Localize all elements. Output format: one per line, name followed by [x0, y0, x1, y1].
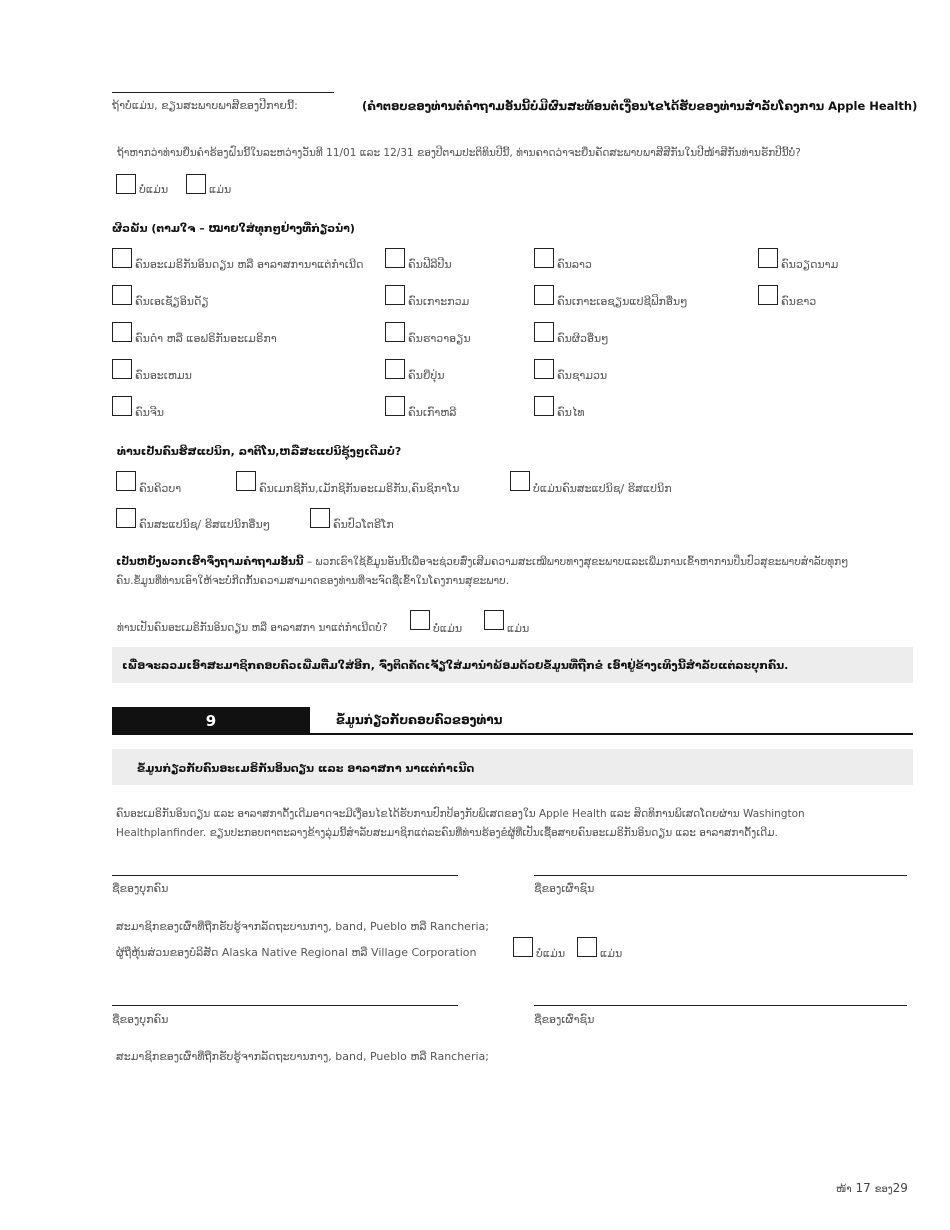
race-checkbox[interactable] [758, 248, 778, 268]
race-checkbox[interactable] [534, 396, 554, 416]
race-checkbox[interactable] [758, 285, 778, 305]
hispanic-checkbox[interactable] [116, 508, 136, 528]
person2-name-label: ຊື່ຂອງບຸກຄົນ [112, 1013, 169, 1026]
native-yes-label: ແມ່ນ [507, 622, 530, 635]
race-option-label: ຄົນລາວ [557, 258, 592, 271]
person1-member-line1: ສະມາຊິກຂອງເຜົ່າທີ່ຖືກຮັບຮູ້ຈາກລັດຖະບານກາງ, band, Pueblo ຫລື Rancheria; [116, 920, 489, 933]
race-option-label: ຄົນໄທ [557, 406, 585, 419]
hispanic-heading: ທ່ານເປັນຄົນຮິສແປນິກ, ລາຕິໂນ,ຫລືສະແປນິຊຸ້ງໆເດີມບໍ່? [117, 445, 402, 458]
person2-member-line1: ສະມາຊິກຂອງເຜົ່າທີ່ຖືກຮັບຮູ້ຈາກລັດຖະບານກາງ, band, Pueblo ຫລື Rancheria; [116, 1050, 489, 1063]
race-option-label: ຄົນເອເຊັຽອິນດັຽ [135, 295, 209, 308]
race-option-label: ຄົນຮາວາອຽນ [408, 332, 471, 345]
race-option-label: ຄົນຊາມວນ [557, 369, 608, 382]
race-option-label: ຄົນຍີ່ປຸ່ນ [408, 369, 445, 382]
race-option-label: ຄົນຟີລີປີນ [408, 258, 452, 271]
race-checkbox[interactable] [534, 248, 554, 268]
race-checkbox[interactable] [112, 322, 132, 342]
page-prefix: ໜ້າ [836, 1184, 852, 1195]
race-checkbox[interactable] [385, 285, 405, 305]
tax-yes-checkbox[interactable] [186, 174, 206, 194]
race-option-label: ຄົນອະເມຣິກັນອິນດຽນ ຫລື ອາລາສການາແຕ່ກຳເນີດ [135, 258, 364, 271]
person1-member-line2: ຜູ້ຖືຫຸ້ນສ່ວນຂອງບໍລິສັດ Alaska Native Regional ຫລື Village Corporation [116, 946, 477, 959]
last-year-tax-status-line[interactable] [112, 92, 334, 93]
person1-name-line[interactable] [112, 875, 458, 876]
person1-no-checkbox[interactable] [513, 937, 533, 957]
person1-no-label: ບໍ່ແມ່ນ [536, 947, 566, 960]
race-checkbox[interactable] [534, 322, 554, 342]
race-option-label: ຄົນດຳ ຫລື ແອຟຣິກັນອະເມຣິກາ [135, 332, 277, 345]
race-checkbox[interactable] [385, 396, 405, 416]
section-number: 9 [112, 707, 310, 735]
native-no-checkbox[interactable] [410, 610, 430, 630]
race-option-label: ຄົນເກາະກວມ [408, 295, 470, 308]
race-heading: ຜິວພັນ (ຕາມໃຈ – ໝາຍໃສ່ທຸກໆຢ່າງທີ່ກ່ຽວນຳ) [112, 222, 355, 235]
race-checkbox[interactable] [385, 322, 405, 342]
race-checkbox[interactable] [112, 396, 132, 416]
page-number [836, 1181, 908, 1195]
native-no-label: ບໍ່ແມ່ນ [433, 622, 463, 635]
apple-health-note: (ຄຳຕອບຂອງທ່ານຕໍ່ຄຳຖາມອັນນີ້ບໍ່ມີຜົນສະທ້ອນຕໍ່ເງື່ອນໄຂໄດ້ຮັບຂອງທ່ານສຳລັບໂຄງການ Apple Health) [362, 99, 918, 113]
person1-tribe-line[interactable] [534, 875, 907, 876]
race-checkbox[interactable] [385, 248, 405, 268]
race-option-label: ຄົນເກາະເອຊຽນແປຊີຟິກອື່ນໆ [557, 295, 688, 308]
hispanic-checkbox[interactable] [510, 471, 530, 491]
page-of: ຂອງ [874, 1184, 893, 1195]
native-question-text: ທ່ານເປັນຄົນອະເມຣິກັນອິນດຽນ ຫລື ອາລາສກາ ນາແຕ່ກຳເນີດບໍ່? [117, 622, 388, 634]
hispanic-option-label: ບໍ່ແມ່ນຄົນສະແປນິຊ/ ຮິສແປນິກ [533, 482, 672, 495]
person1-yes-label: ແມ່ນ [600, 947, 623, 960]
last-year-tax-label: ຖ້າບໍ່ແມ່ນ, ຂຽນສະພາບພາສີຂອງປີກາຍນີ້: [112, 99, 298, 112]
hispanic-checkbox[interactable] [236, 471, 256, 491]
hispanic-checkbox[interactable] [310, 508, 330, 528]
household-notice-text: ເພື່ອຈະລວມເອົາສະມາຊິກຄອບຄົວເພີ່ມຕື່ມໃສ່ອີກ, ຈົ່ງຕິດຄັດເຈັ້ຽໃສ່ມານຳພ້ອມດ້ວຍຂໍ້ມູນທີ່ຖືກຂໍ ເອົາຢູ່ຂ້າງເທິງນີ້ສຳລັບແຕ່ລະບຸກຄົນ. [122, 659, 789, 672]
race-checkbox[interactable] [534, 285, 554, 305]
race-checkbox[interactable] [534, 359, 554, 379]
hispanic-option-label: ຄົນເມກຊິກັນ,ເມັກຊິກັນອະເມຣິກັນ,ຄົນຊິກາໂນ [259, 482, 460, 495]
tax-yes-label: ແມ່ນ [209, 183, 232, 196]
hispanic-option-label: ຄົນສະແປນິຊ/ ຮິສແປນິກອື່ນໆ [139, 518, 271, 531]
section-9-header [112, 707, 913, 737]
tax-no-label: ບໍ່ແມ່ນ [139, 183, 169, 196]
race-option-label: ຄົນຈີນ [135, 406, 164, 419]
native-info-title: ຂໍ້ມູນກ່ຽວກັບຄົນອະເມຣິກັນອິນດຽນ ແລະ ອາລາສກາ ນາແຕ່ກຳເນີດ [137, 762, 475, 775]
race-option-label: ຄົນເກົາຫລີ [408, 406, 457, 419]
race-checkbox[interactable] [385, 359, 405, 379]
person1-tribe-label: ຊື່ຂອງເຜົ່າຊົນ [534, 882, 595, 895]
tax-question-text: ຖ້າຫາກວ່າທ່ານຍື່ນຄຳຮ້ອງຝົນນີ້ໃນລະຫວ່າງວັນທີ 11/01 ແລະ 12/31 ຂອງປີຕາມປະຕິທິນປີນີ້, ທ່ານຄາດວ່າຈະຍື່ນຄັດສະພາບພາສີສີກັນໃນປີໜ້າສີກັນທ່ານຮັກປີນີ້ບໍ່? [117, 147, 801, 159]
page-current: 17 [855, 1181, 871, 1195]
hispanic-checkbox[interactable] [116, 471, 136, 491]
race-checkbox[interactable] [112, 285, 132, 305]
person1-yes-checkbox[interactable] [577, 937, 597, 957]
why-ask-bold: ເປັນຫຍັງພວກເຮົາຈຶ່ງຖາມຄຳຖາມອັນນີ້ [116, 556, 304, 568]
native-yes-checkbox[interactable] [484, 610, 504, 630]
person2-name-line[interactable] [112, 1005, 458, 1006]
page-total: 29 [892, 1181, 908, 1195]
section-rule [310, 733, 913, 735]
person2-tribe-line[interactable] [534, 1005, 907, 1006]
person1-name-label: ຊື່ຂອງບຸກຄົນ [112, 882, 169, 895]
race-option-label: ຄົນວຽດນາມ [781, 258, 839, 271]
section-title: ຂໍ້ມູນກ່ຽວກັບຄອບຄົວຂອງທ່ານ [336, 713, 503, 727]
hispanic-option-label: ຄົນປົວໂຕຣີໂກ [333, 518, 394, 531]
race-option-label: ຄົນຂາວ [781, 295, 817, 308]
why-ask-text: – ພວກເຮົາໃຊ້ຂໍ້ມູນອັນນີ້ເພື່ອຈະຊ່ວຍສົ່ງເສີມຄວາມສະເໝີພາບທາງສຸຂະພາບແລະເພີ່ມການເຂົ້າຫາການປິ່ນປົວສຸຂະພາບສຳລັບທຸກໆຄົນ.ຂໍ້ມູນທີ່ທ່ານເອົາໃຫ້ຈະບໍ່ກີດກັ້ນຄວາມສາມາດຂອງທ່ານທີ່ຈະຈົດຊື່ເຂົ້າໃນໂຄງການສຸຂະພາບ. [116, 556, 849, 587]
race-checkbox[interactable] [112, 248, 132, 268]
person2-tribe-label: ຊື່ຂອງເຜົ່າຊົນ [534, 1013, 595, 1026]
tax-no-checkbox[interactable] [116, 174, 136, 194]
race-checkbox[interactable] [112, 359, 132, 379]
hispanic-option-label: ຄົນຄິວບາ [139, 482, 182, 495]
race-option-label: ຄົນຜິວອື່ນໆ [557, 332, 609, 345]
why-ask-paragraph [116, 553, 886, 591]
race-option-label: ຄົນອະເຫມນ [135, 369, 192, 382]
native-intro-paragraph: ຄົນອະເມຣິກັນອິນດຽນ ແລະ ອາລາສກາດັ້ງເດີມອາດຈະມີເງື່ອນໄຂໄດ້ຮັບການປົກປ້ອງກັບພິເສດຂອງໃນ Apple Health ແລະ ສິດທິການພິເສດໂດຍຜ່ານ Washington Healthplanfinder. ຂຽນປະກອບຕາຕະລາງຂ້າງລຸ່ມນີ້ສຳລັບສະມາຊິກແຕ່ລະຄົນທີ່ທ່ານຮ້ອງຂໍຜູ້ທີ່ເປັນເຊື້ອສາຍຄົນອະເມຣິກັນອິນດຽນ ແລະ ອາລາສກາດັ້ງເດີມ. [116, 808, 805, 839]
